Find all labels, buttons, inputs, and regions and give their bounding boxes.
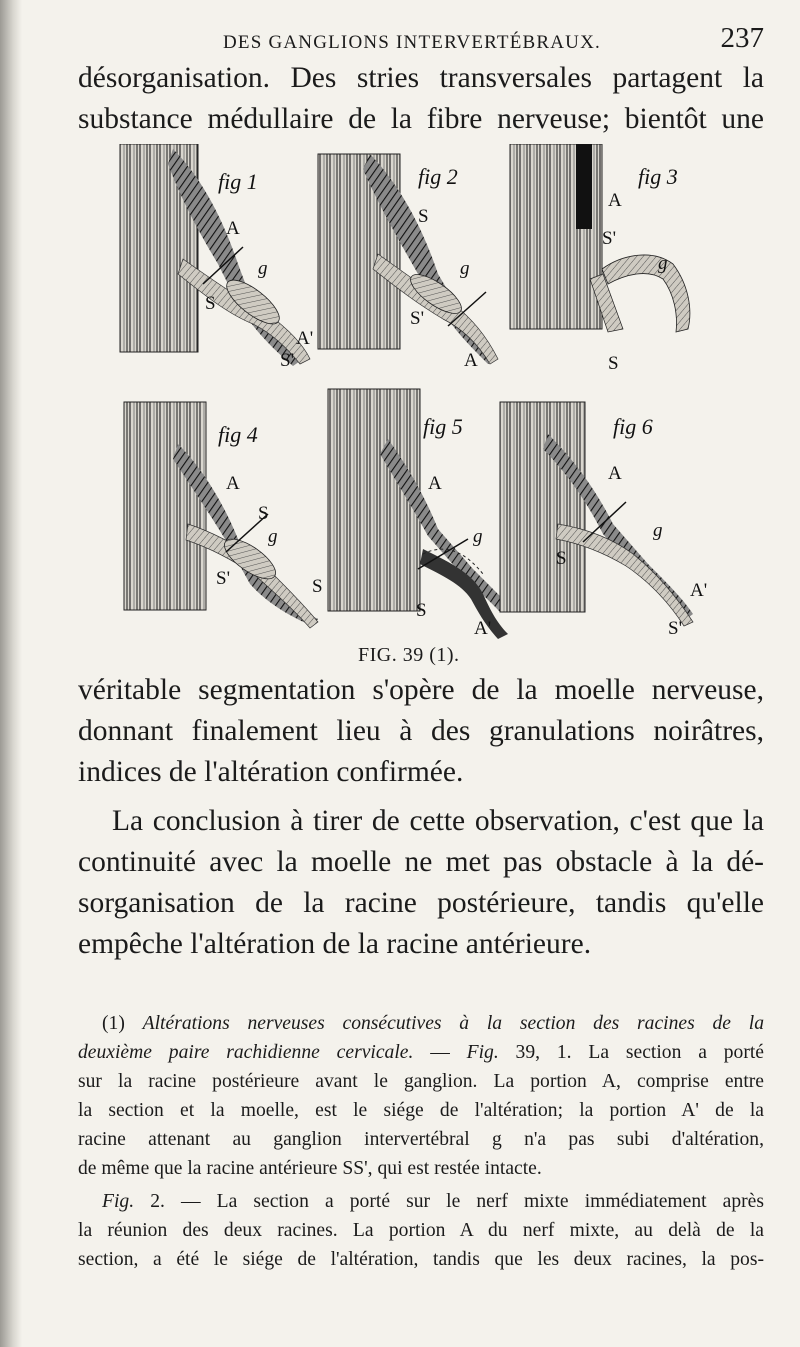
footnote-line: la section et la moelle, est le siége de l'altération; la portion A' de la bbox=[78, 1100, 764, 1121]
label-a: A bbox=[226, 218, 240, 239]
panel-label-1: fig 1 bbox=[218, 169, 258, 194]
label-s-prime: S' bbox=[410, 308, 424, 329]
panel-label-3: fig 3 bbox=[638, 164, 678, 189]
text-line: donnant finalement lieu à des granulations noirâtres, bbox=[78, 715, 764, 747]
footnotes bbox=[78, 1009, 764, 1274]
label-s: S bbox=[258, 503, 269, 524]
label-a: A bbox=[226, 473, 240, 494]
conclusion-paragraph bbox=[78, 801, 764, 965]
book-page bbox=[78, 18, 764, 1274]
label-g: g bbox=[653, 520, 663, 541]
footnote-line bbox=[78, 1038, 764, 1067]
footnote-dash: — bbox=[413, 1042, 467, 1063]
figure-caption: FIG. 39 (1). bbox=[358, 644, 460, 666]
fig-reference: Fig. bbox=[102, 1191, 135, 1212]
book-binding-shadow bbox=[0, 0, 22, 1347]
label-s-prime: S' bbox=[602, 228, 616, 249]
running-head bbox=[78, 18, 764, 58]
footnote-text: 2. — La section a porté sur le nerf mixte immédiatement après bbox=[134, 1191, 764, 1212]
panel-fig-6 bbox=[500, 402, 693, 626]
text-line: véritable segmentation s'opère de la moelle nerveuse, bbox=[78, 674, 764, 706]
label-s: S bbox=[416, 600, 427, 621]
label-a-prime: A' bbox=[474, 618, 492, 639]
label-s-prime: S' bbox=[668, 618, 682, 639]
panel-label-5: fig 5 bbox=[423, 414, 463, 439]
text-line: désorganisation. Des stries transversales partagent la bbox=[78, 62, 764, 94]
panel-fig-2 bbox=[318, 154, 498, 364]
footnote-title-cont: deuxième paire rachidienne cervicale. bbox=[78, 1042, 414, 1063]
footnote-line: section, a été le siége de l'altération, tandis que les deux racines, la pos- bbox=[78, 1249, 764, 1270]
panel-label-6: fig 6 bbox=[613, 414, 653, 439]
intro-paragraph bbox=[78, 58, 764, 140]
running-title: DES GANGLIONS INTERVERTÉBRAUX. bbox=[223, 32, 601, 53]
label-a: A bbox=[428, 473, 442, 494]
panel-label-2: fig 2 bbox=[418, 164, 458, 189]
continuation-paragraph bbox=[78, 670, 764, 793]
label-s: S bbox=[608, 353, 619, 374]
text-line: continuité avec la moelle ne met pas obstacle à la dé- bbox=[78, 846, 764, 878]
text-line: empêche l'altération de la racine antérieure. bbox=[78, 928, 592, 960]
label-s-prime: S' bbox=[216, 568, 230, 589]
label-s: S bbox=[205, 293, 216, 314]
label-s-prime: S' bbox=[280, 350, 294, 371]
label-g: g bbox=[258, 258, 268, 279]
label-a-prime: A' bbox=[690, 580, 708, 601]
panel-label-4: fig 4 bbox=[218, 422, 258, 447]
label-g: g bbox=[460, 258, 470, 279]
footnote-line: la réunion des deux racines. La portion A du nerf mixte, au delà de la bbox=[78, 1220, 764, 1241]
footnote-line bbox=[78, 1009, 764, 1038]
label-s: S bbox=[312, 576, 323, 597]
footnote-title: Altérations nerveuses consécutives à la section des racines de la bbox=[142, 1013, 764, 1034]
footnote-line: racine attenant au ganglion intervertébral g n'a pas subi d'altération, bbox=[78, 1129, 764, 1150]
label-s: S bbox=[418, 206, 429, 227]
label-a: A bbox=[608, 463, 622, 484]
figure-39 bbox=[78, 144, 764, 670]
label-a: A bbox=[608, 190, 622, 211]
label-a: A bbox=[464, 350, 478, 371]
label-s: S bbox=[556, 548, 567, 569]
nerve-root-illustration bbox=[78, 144, 764, 670]
label-g: g bbox=[473, 526, 483, 547]
page-number: 237 bbox=[720, 22, 764, 54]
footnote-line bbox=[78, 1187, 764, 1216]
footnote-line: de même que la racine antérieure SS', qui est restée intacte. bbox=[78, 1158, 542, 1179]
text-line: indices de l'altération confirmée. bbox=[78, 756, 464, 788]
footnote-text: 39, 1. La section a porté bbox=[498, 1042, 764, 1063]
footnote-marker: (1) bbox=[102, 1013, 125, 1034]
text-line: La conclusion à tirer de cette observation, c'est que la bbox=[112, 805, 764, 837]
label-g: g bbox=[268, 526, 278, 547]
label-a-prime: A' bbox=[296, 328, 314, 349]
text-line: substance médullaire de la fibre nerveuse; bientôt une bbox=[78, 103, 764, 135]
label-g: g bbox=[658, 253, 668, 274]
fig-reference: Fig. bbox=[466, 1042, 499, 1063]
footnote-line: sur la racine postérieure avant le ganglion. La portion A, comprise entre bbox=[78, 1071, 764, 1092]
panel-fig-1 bbox=[120, 144, 310, 366]
text-line: sorganisation de la racine postérieure, tandis qu'elle bbox=[78, 887, 764, 919]
